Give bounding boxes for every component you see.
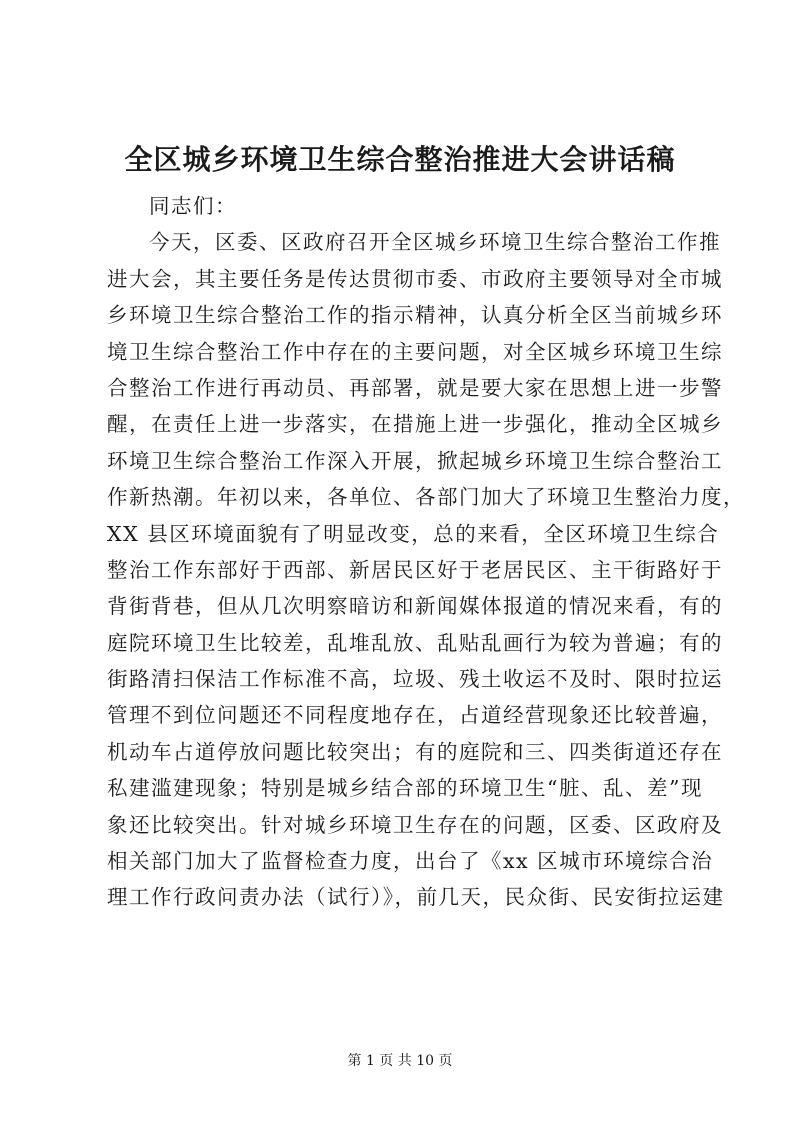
document-body [107, 188, 745, 916]
body-line: 乡环境卫生综合整治工作的指示精神，认真分析全区当前城乡环 [107, 303, 723, 328]
body-line: 整治工作东部好于西部、新居民区好于老居民区、主干街路好于 [107, 557, 723, 582]
body-line: 背街背巷，但从几次明察暗访和新闻媒体报道的情况来看，有的 [107, 594, 723, 619]
body-line: 环境卫生综合整治工作深入开展，掀起城乡环境卫生综合整治工 [107, 448, 723, 473]
body-line: 作新热潮。年初以来，各单位、各部门加大了环境卫生整治力度， [107, 485, 745, 510]
body-line: 醒，在责任上进一步落实，在措施上进一步强化，推动全区城乡 [107, 412, 723, 437]
body-line: 进大会，其主要任务是传达贯彻市委、市政府主要领导对全市城 [107, 266, 723, 291]
body-line: 理工作行政问责办法（试行）》，前几天，民众街、民安街拉运建 [107, 885, 725, 910]
body-line: 管理不到位问题还不同程度地存在，占道经营现象还比较普遍， [107, 703, 723, 728]
body-line: XX 县区环境面貌有了明显改变，总的来看，全区环境卫生综合 [107, 521, 720, 546]
body-line: 私建滥建现象；特别是城乡结合部的环境卫生“脏、乱、差”现 [107, 776, 703, 801]
body-line: 今天，区委、区政府召开全区城乡环境卫生综合整治工作推 [149, 230, 721, 255]
body-line: 象还比较突出。针对城乡环境卫生存在的问题，区委、区政府及 [107, 812, 723, 837]
body-line: 合整治工作进行再动员、再部署，就是要大家在思想上进一步警 [107, 375, 723, 400]
body-line: 相关部门加大了监督检查力度，出台了《xx 区城市环境综合治 [107, 849, 714, 874]
body-line: 境卫生综合整治工作中存在的主要问题，对全区城乡环境卫生综 [107, 339, 723, 364]
page-footer: 第 1 页 共 10 页 [347, 1053, 453, 1069]
body-line: 机动车占道停放问题比较突出；有的庭院和三、四类街道还存在 [107, 739, 723, 764]
salutation: 同志们： [149, 194, 237, 218]
body-line: 庭院环境卫生比较差，乱堆乱放、乱贴乱画行为较为普遍；有的 [107, 630, 723, 655]
document-title: 全区城乡环境卫生综合整治推进大会讲话稿 [124, 143, 676, 176]
body-line: 街路清扫保洁工作标准不高，垃圾、残土收运不及时、限时拉运 [107, 667, 723, 692]
